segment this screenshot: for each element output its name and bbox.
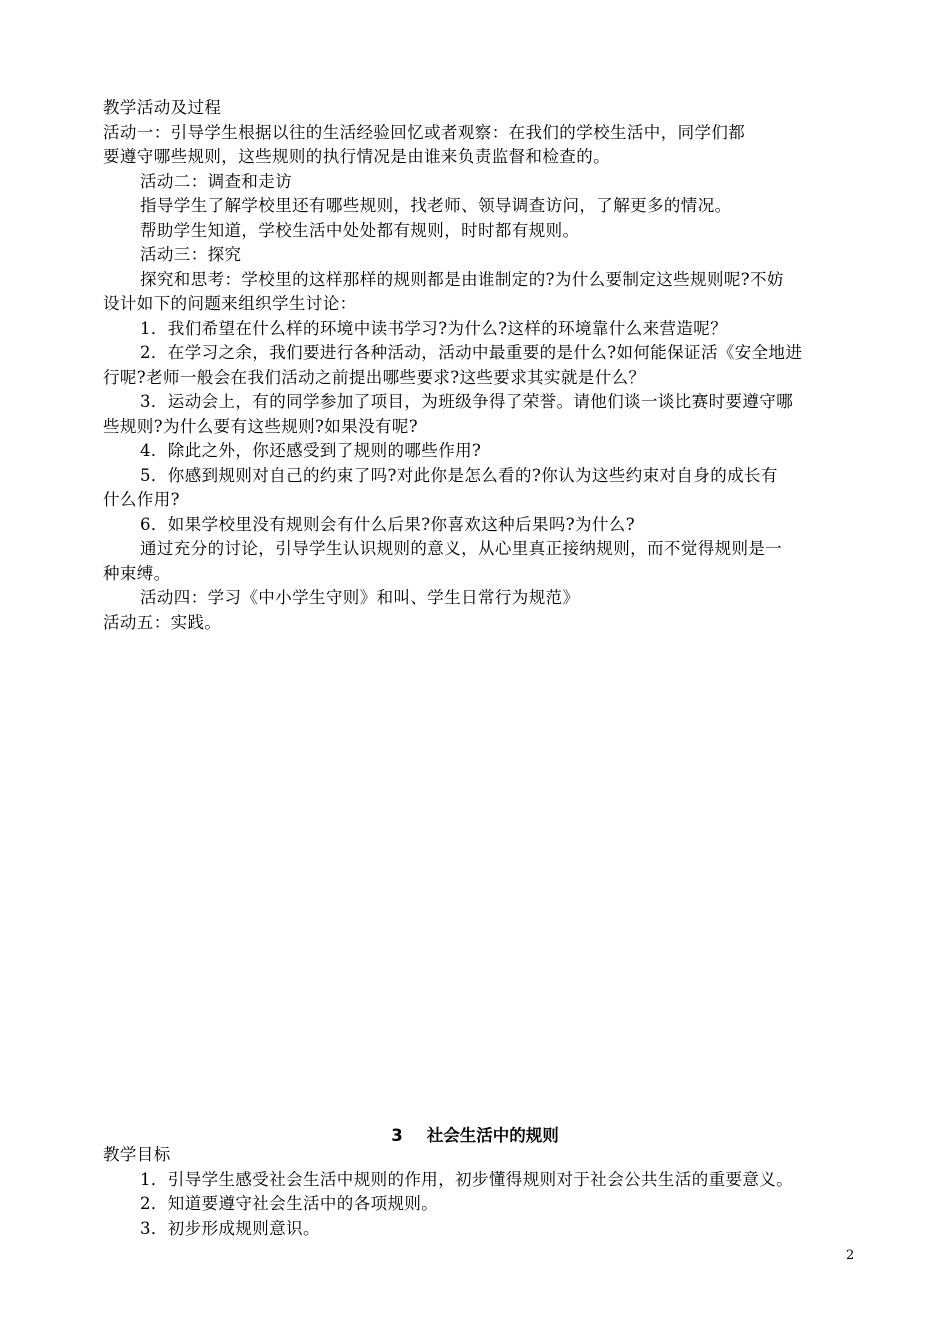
paragraph-line: 通过充分的讨论，引导学生认识规则的意义，从心里真正接纳规则，而不觉得规则是一 bbox=[140, 539, 783, 558]
paragraph-line: 教学活动及过程 bbox=[103, 98, 222, 117]
paragraph-line: 设计如下的问题来组织学生讨论： bbox=[103, 294, 357, 313]
paragraph-line: 探究和思考：学校里的这样那样的规则都是由谁制定的?为什么要制定这些规则呢?不妨 bbox=[140, 269, 784, 289]
activities-section bbox=[103, 96, 863, 635]
goal-item-2: 2．知道要遵守社会生活中的各项规则。 bbox=[140, 1194, 439, 1213]
goal-item-3: 3．初步形成规则意识。 bbox=[140, 1218, 320, 1238]
paragraph-line: 活动二：调查和走访 bbox=[140, 171, 293, 191]
section-number: 3 bbox=[391, 1126, 403, 1145]
paragraph-line: 行呢?老师一般会在我们活动之前提出哪些要求?这些要求其实就是什么？ bbox=[103, 367, 646, 387]
paragraph-line: 活动五：实践。 bbox=[103, 612, 222, 632]
paragraph-line: 活动三：探究 bbox=[140, 245, 242, 264]
paragraph-line: 些规则?为什么要有这些规则?如果没有呢? bbox=[103, 416, 419, 436]
paragraph-line: 什么作用? bbox=[103, 490, 180, 509]
paragraph-line: 3．运动会上，有的同学参加了项目，为班级争得了荣誉。请他们谈一谈比赛时要遵守哪 bbox=[140, 392, 794, 411]
paragraph-line: 要遵守哪些规则，这些规则的执行情况是由谁来负责监督和检查的。 bbox=[103, 147, 610, 166]
goals-section bbox=[103, 1143, 863, 1241]
paragraph-line: 6．如果学校里没有规则会有什么后果?你喜欢这种后果吗?为什么? bbox=[140, 514, 635, 534]
goal-item-1: 1．引导学生感受社会生活中规则的作用，初步懂得规则对于社会公共生活的重要意义。 bbox=[140, 1169, 794, 1189]
paragraph-line: 1．我们希望在什么样的环境中读书学习?为什么?这样的环境靠什么来营造呢？ bbox=[140, 318, 728, 338]
paragraph-line: 活动一：引导学生根据以往的生活经验回忆或者观察：在我们的学校生活中，同学们都 bbox=[103, 122, 746, 142]
paragraph-line: 4．除此之外，你还感受到了规则的哪些作用? bbox=[140, 441, 482, 460]
paragraph-line: 活动四：学习《中小学生守则》和叫、学生日常行为规范》 bbox=[140, 588, 580, 607]
paragraph-line: 指导学生了解学校里还有哪些规则，找老师、领导调查访问，了解更多的情况。 bbox=[140, 196, 732, 215]
paragraph-line: 种束缚。 bbox=[103, 563, 171, 583]
section-title-text: 社会生活中的规则 bbox=[426, 1126, 559, 1145]
goals-heading: 教学目标 bbox=[103, 1145, 171, 1164]
page-number: 2 bbox=[846, 1248, 855, 1263]
paragraph-line: 帮助学生知道，学校生活中处处都有规则，时时都有规则。 bbox=[140, 220, 580, 240]
paragraph-line: 5．你感到规则对自己的约束了吗?对此你是怎么看的?你认为这些约束对自身的成长有 bbox=[140, 465, 778, 485]
paragraph-line: 2．在学习之余，我们要进行各种活动，活动中最重要的是什么?如何能保证活《安全地进 bbox=[140, 343, 803, 362]
